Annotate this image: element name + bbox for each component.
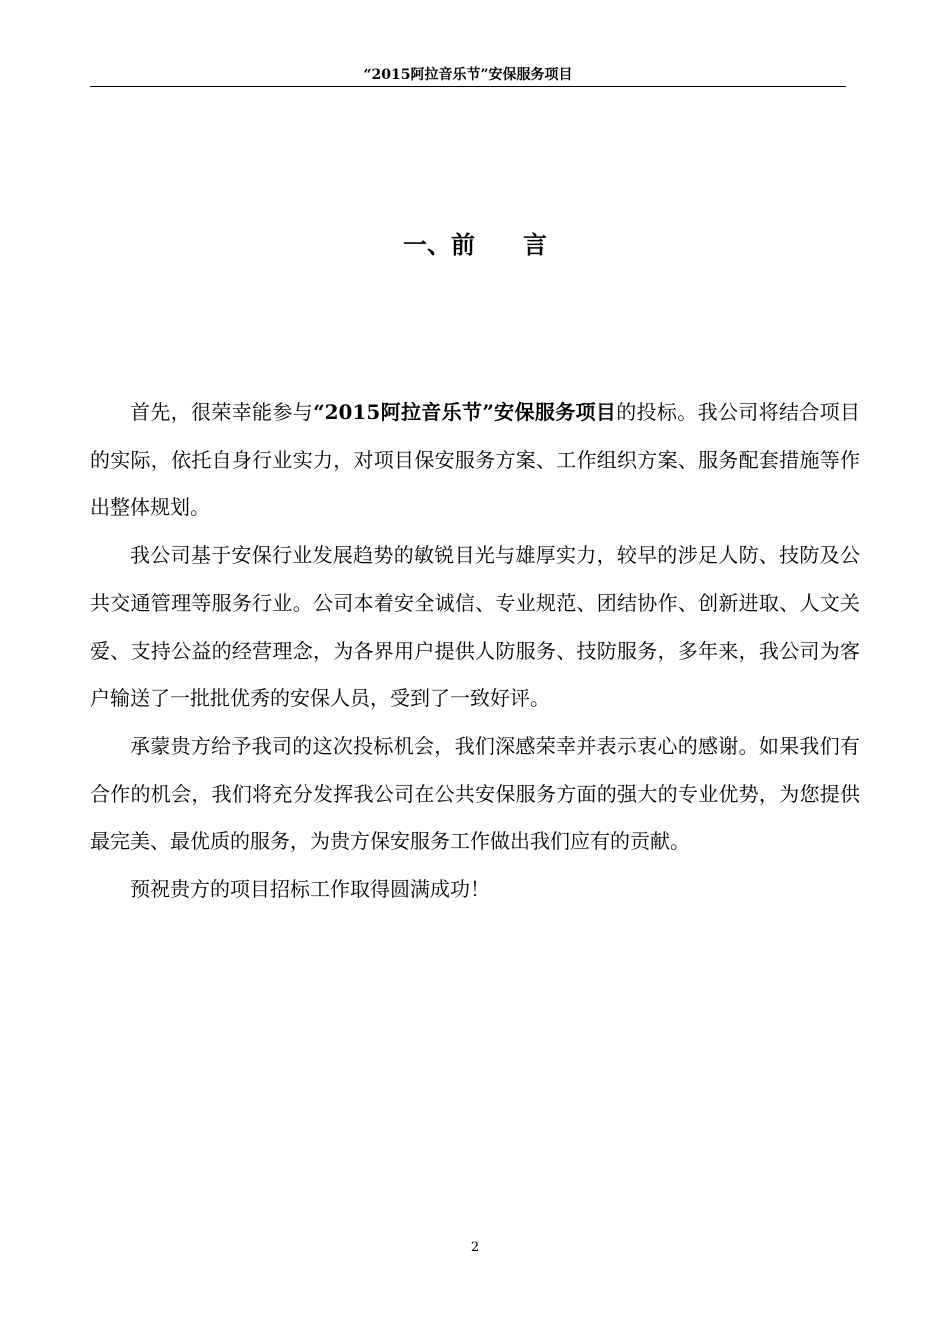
paragraph-3: 承蒙贵方给予我司的这次投标机会，我们深感荣幸并表示衷心的感谢。如果我们有合作的机会，我们将充分发挥我公司在公共安保服务方面的强大的专业优势，为您提供最完美、最优质的服务，为贵方保安服务工作做出我们应有的贡献。: [90, 733, 860, 854]
page-header-title: “2015阿拉音乐节”安保服务项目: [363, 67, 573, 83]
paragraph-1-rest: 的投标。我公司将结合项目的实际，依托自身行业实力，对项目保安服务方案、工作组织方案、服务配套措施等作出整体规划。: [90, 400, 861, 520]
paragraph-1: [90, 389, 860, 532]
body-text: [90, 389, 860, 914]
paragraph-4: 预祝贵方的项目招标工作取得圆满成功！: [130, 877, 490, 902]
section-title: 一、前 言: [403, 230, 547, 259]
project-name-emphasis: “2015阿拉音乐节”安保服务项目: [313, 400, 617, 424]
paragraph-1-lead: 首先，很荣幸能参与: [130, 400, 314, 424]
header-divider: [90, 86, 846, 87]
paragraph-2: 我公司基于安保行业发展趋势的敏锐目光与雄厚实力，较早的涉足人防、技防及公共交通管理等服务行业。公司本着安全诚信、专业规范、团结协作、创新进取、人文关爱、支持公益的经营理念，为各界用户提供人防服务、技防服务，多年来，我公司为客户输送了一批批优秀的安保人员，受到了一致好评。: [90, 543, 860, 711]
page-number: 2: [470, 1240, 480, 1255]
